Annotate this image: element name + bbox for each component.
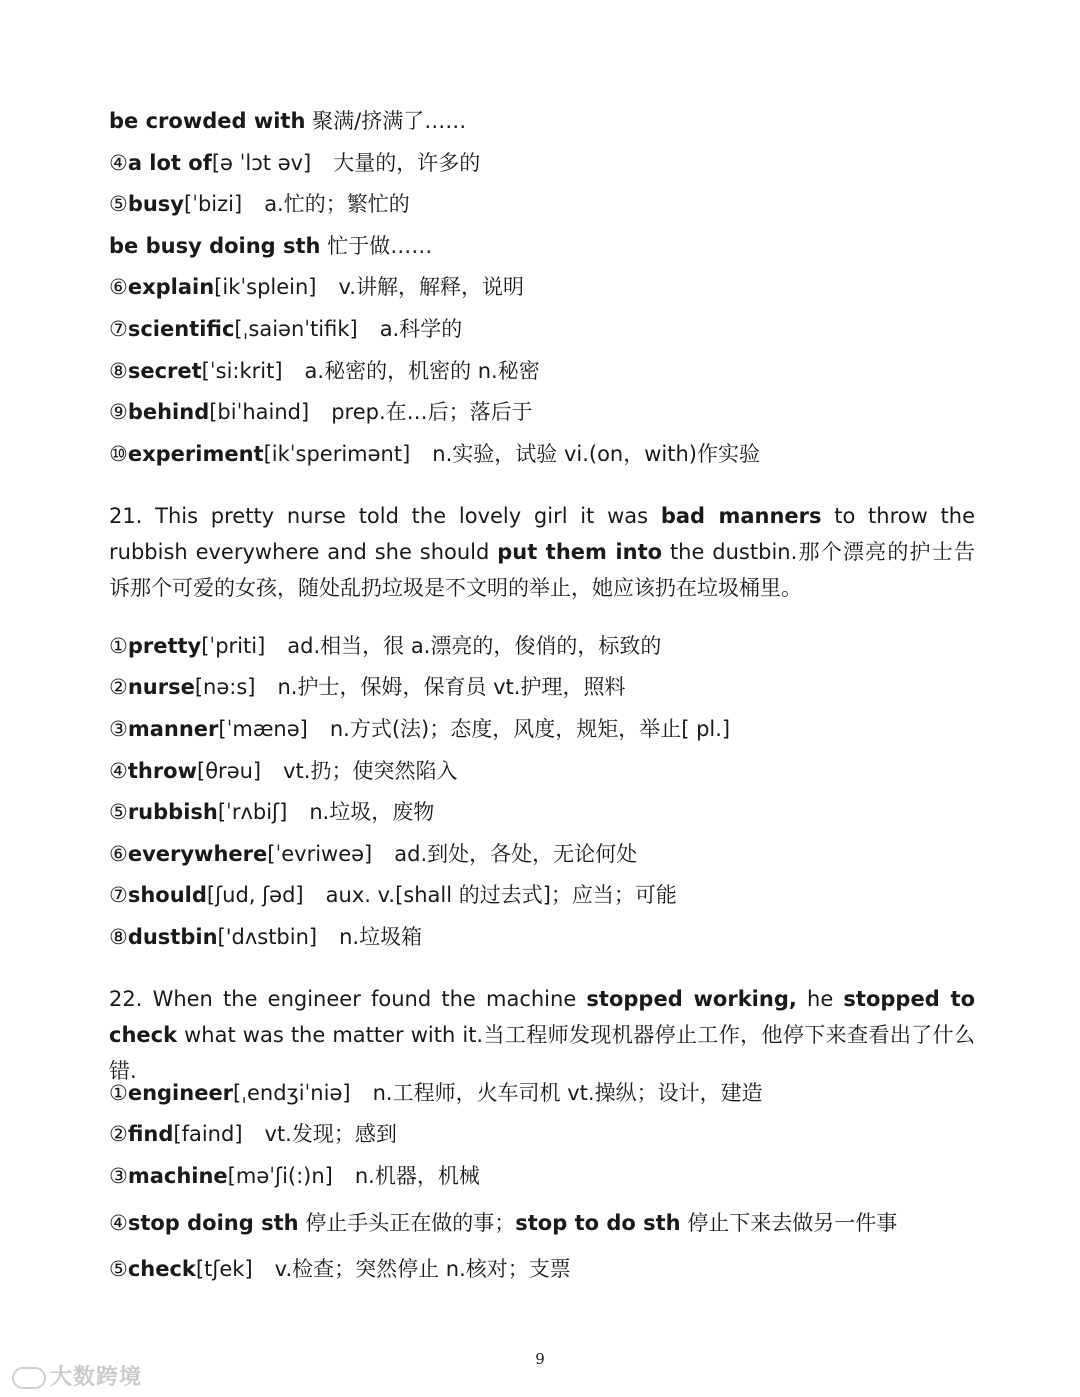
vocab-word: manner [127, 717, 219, 741]
phonetic: [ikˈsperimənt] [263, 442, 411, 466]
meaning: n.工程师，火车司机 vt.操纵；设计，建造 [372, 1081, 763, 1105]
phonetic: [ˌsaiənˈtifik] [234, 317, 358, 341]
meaning: n.护士，保姆，保育员 vt.护理，照料 [277, 675, 626, 699]
sentence-text: the dustbin.那个漂亮的护士告诉那个可爱的女孩，随处乱扔垃圾是不文明的举止，她应该扔在垃圾桶里。 [109, 540, 975, 600]
watermark-logo-icon [12, 1367, 46, 1389]
phonetic: [faind] [173, 1122, 243, 1146]
item-number: ⑦ [109, 883, 128, 907]
item-number: ⑨ [109, 400, 128, 424]
item-number: ④ [109, 759, 128, 783]
vocab-word: throw [127, 759, 198, 783]
vocab-word: experiment [127, 442, 264, 466]
meaning: n.实验，试验 vi.(on，with)作实验 [432, 442, 760, 466]
watermark [12, 1360, 142, 1391]
item-number: ⑧ [109, 925, 128, 949]
sentence-text: to throw the rubbish everywhere and she should [109, 504, 976, 564]
item-number: ⑤ [109, 800, 128, 824]
vocab-item [109, 672, 625, 702]
vocab-item [109, 314, 462, 344]
phrase-term: be busy doing sth [109, 234, 321, 258]
vocab-word: busy [127, 192, 184, 216]
phrase-meaning: 停止手头正在做的事； [305, 1211, 516, 1235]
phonetic: [ˈsi:krit] [201, 359, 283, 383]
vocab-item [109, 880, 677, 910]
sentence-keyphrase: stopped working, [586, 987, 797, 1011]
sentence-keyphrase: stopped to check [109, 987, 975, 1047]
vocab-item [109, 797, 434, 827]
vocab-word: should [127, 883, 207, 907]
phonetic: [ˈevriweə] [267, 842, 373, 866]
meaning: a.忙的；繁忙的 [264, 192, 410, 216]
vocab-item [109, 148, 480, 178]
item-number: ① [109, 634, 128, 658]
phonetic: [biˈhaind] [209, 400, 310, 424]
item-number: ③ [109, 1164, 128, 1188]
meaning: n.垃圾，废物 [309, 800, 435, 824]
phrase-meaning: 停止下来去做另一件事 [687, 1211, 898, 1235]
phonetic: [ikˈsplein] [214, 275, 317, 299]
phonetic: [ˈmænə] [218, 717, 308, 741]
item-number: ⑥ [109, 842, 128, 866]
vocab-word: a lot of [127, 151, 212, 175]
item-number: ④ [109, 1211, 128, 1235]
phonetic: [θrəu] [197, 759, 262, 783]
vocab-word: scientific [127, 317, 235, 341]
vocab-item [109, 189, 410, 219]
page-number: 9 [535, 1350, 545, 1368]
meaning: a.秘密的，机密的 n.秘密 [304, 359, 540, 383]
vocab-word: behind [127, 400, 210, 424]
vocab-item [109, 1161, 480, 1191]
sentence-text: 21. This pretty nurse told the lovely girl it was [109, 504, 661, 528]
meaning: aux. v.[shall 的过去式]；应当；可能 [325, 883, 677, 907]
meaning: v.讲解，解释，说明 [338, 275, 524, 299]
phrase-line [109, 231, 432, 261]
vocab-word: engineer [127, 1081, 234, 1105]
vocab-word: check [127, 1257, 196, 1281]
vocab-item [109, 1119, 397, 1149]
meaning: ad.相当，很 a.漂亮的，俊俏的，标致的 [287, 634, 662, 658]
item-number: ② [109, 675, 128, 699]
sentence-22 [109, 981, 975, 1089]
meaning: vt.扔；使突然陷入 [283, 759, 458, 783]
vocab-word: everywhere [127, 842, 268, 866]
sentence-text: 22. When the engineer found the machine [109, 987, 587, 1011]
vocab-word: pretty [127, 634, 202, 658]
phonetic: [ə ˈlɔt əv] [211, 151, 312, 175]
item-number: ⑦ [109, 317, 128, 341]
phonetic: [ˈpriti] [201, 634, 266, 658]
phonetic: [ˈrʌbiʃ] [217, 800, 288, 824]
vocab-item [109, 439, 760, 469]
sentence-text: what was the matter with it.当工程师发现机器停止工作，他停下来查看出了什么错. [109, 1023, 975, 1083]
item-number: ③ [109, 717, 128, 741]
meaning: 大量的，许多的 [333, 151, 481, 175]
vocab-word: explain [127, 275, 215, 299]
vocab-word: nurse [127, 675, 195, 699]
vocab-word: rubbish [127, 800, 218, 824]
item-number: ④ [109, 151, 128, 175]
phrase-term: stop to do sth [515, 1211, 681, 1235]
phrase-term: be crowded with [109, 109, 306, 133]
item-number: ① [109, 1081, 128, 1105]
phrase-meaning: 聚满/挤满了…… [312, 109, 467, 133]
vocab-item [109, 839, 637, 869]
vocab-item [109, 356, 540, 386]
meaning: a.科学的 [379, 317, 463, 341]
vocab-item [109, 1208, 897, 1238]
vocab-item [109, 631, 661, 661]
sentence-text: he [796, 987, 844, 1011]
vocab-item [109, 1078, 763, 1108]
meaning: vt.发现；感到 [264, 1122, 397, 1146]
phonetic: [nə:s] [194, 675, 256, 699]
vocab-item [109, 1254, 571, 1284]
item-number: ② [109, 1122, 128, 1146]
phonetic: [ˈbizi] [184, 192, 243, 216]
item-number: ⑧ [109, 359, 128, 383]
watermark-text: 大数跨境 [50, 1365, 143, 1390]
vocab-word: dustbin [127, 925, 218, 949]
vocab-item [109, 756, 457, 786]
vocab-item [109, 272, 524, 302]
phrase-term: stop doing sth [127, 1211, 299, 1235]
vocab-item [109, 397, 533, 427]
vocab-item [109, 714, 730, 744]
vocab-item [109, 922, 422, 952]
sentence-21 [109, 498, 975, 606]
sentence-keyphrase: put them into [497, 540, 663, 564]
vocab-word: secret [127, 359, 202, 383]
item-number: ⑤ [109, 1257, 128, 1281]
meaning: n.垃圾箱 [339, 925, 423, 949]
meaning: n.方式(法)；态度，风度，规矩，举止[ pl.] [329, 717, 731, 741]
meaning: prep.在…后；落后于 [331, 400, 533, 424]
sentence-keyphrase: bad manners [660, 504, 822, 528]
item-number: ⑤ [109, 192, 128, 216]
phonetic: [ʃud, ʃəd] [206, 883, 304, 907]
item-number: ⑩ [109, 442, 128, 466]
vocab-word: machine [127, 1164, 228, 1188]
vocab-word: find [127, 1122, 174, 1146]
phonetic: [tʃek] [195, 1257, 253, 1281]
item-number: ⑥ [109, 275, 128, 299]
phonetic: ['dʌstbin] [217, 925, 318, 949]
meaning: ad.到处，各处，无论何处 [394, 842, 638, 866]
phrase-meaning: 忙于做…… [327, 234, 433, 258]
meaning: n.机器，机械 [354, 1164, 480, 1188]
meaning: v.检查；突然停止 n.核对；支票 [274, 1257, 571, 1281]
phonetic: [məˈʃi(:)n] [227, 1164, 333, 1188]
phonetic: [ˌendʒiˈniə] [233, 1081, 351, 1105]
phrase-line [109, 106, 466, 136]
